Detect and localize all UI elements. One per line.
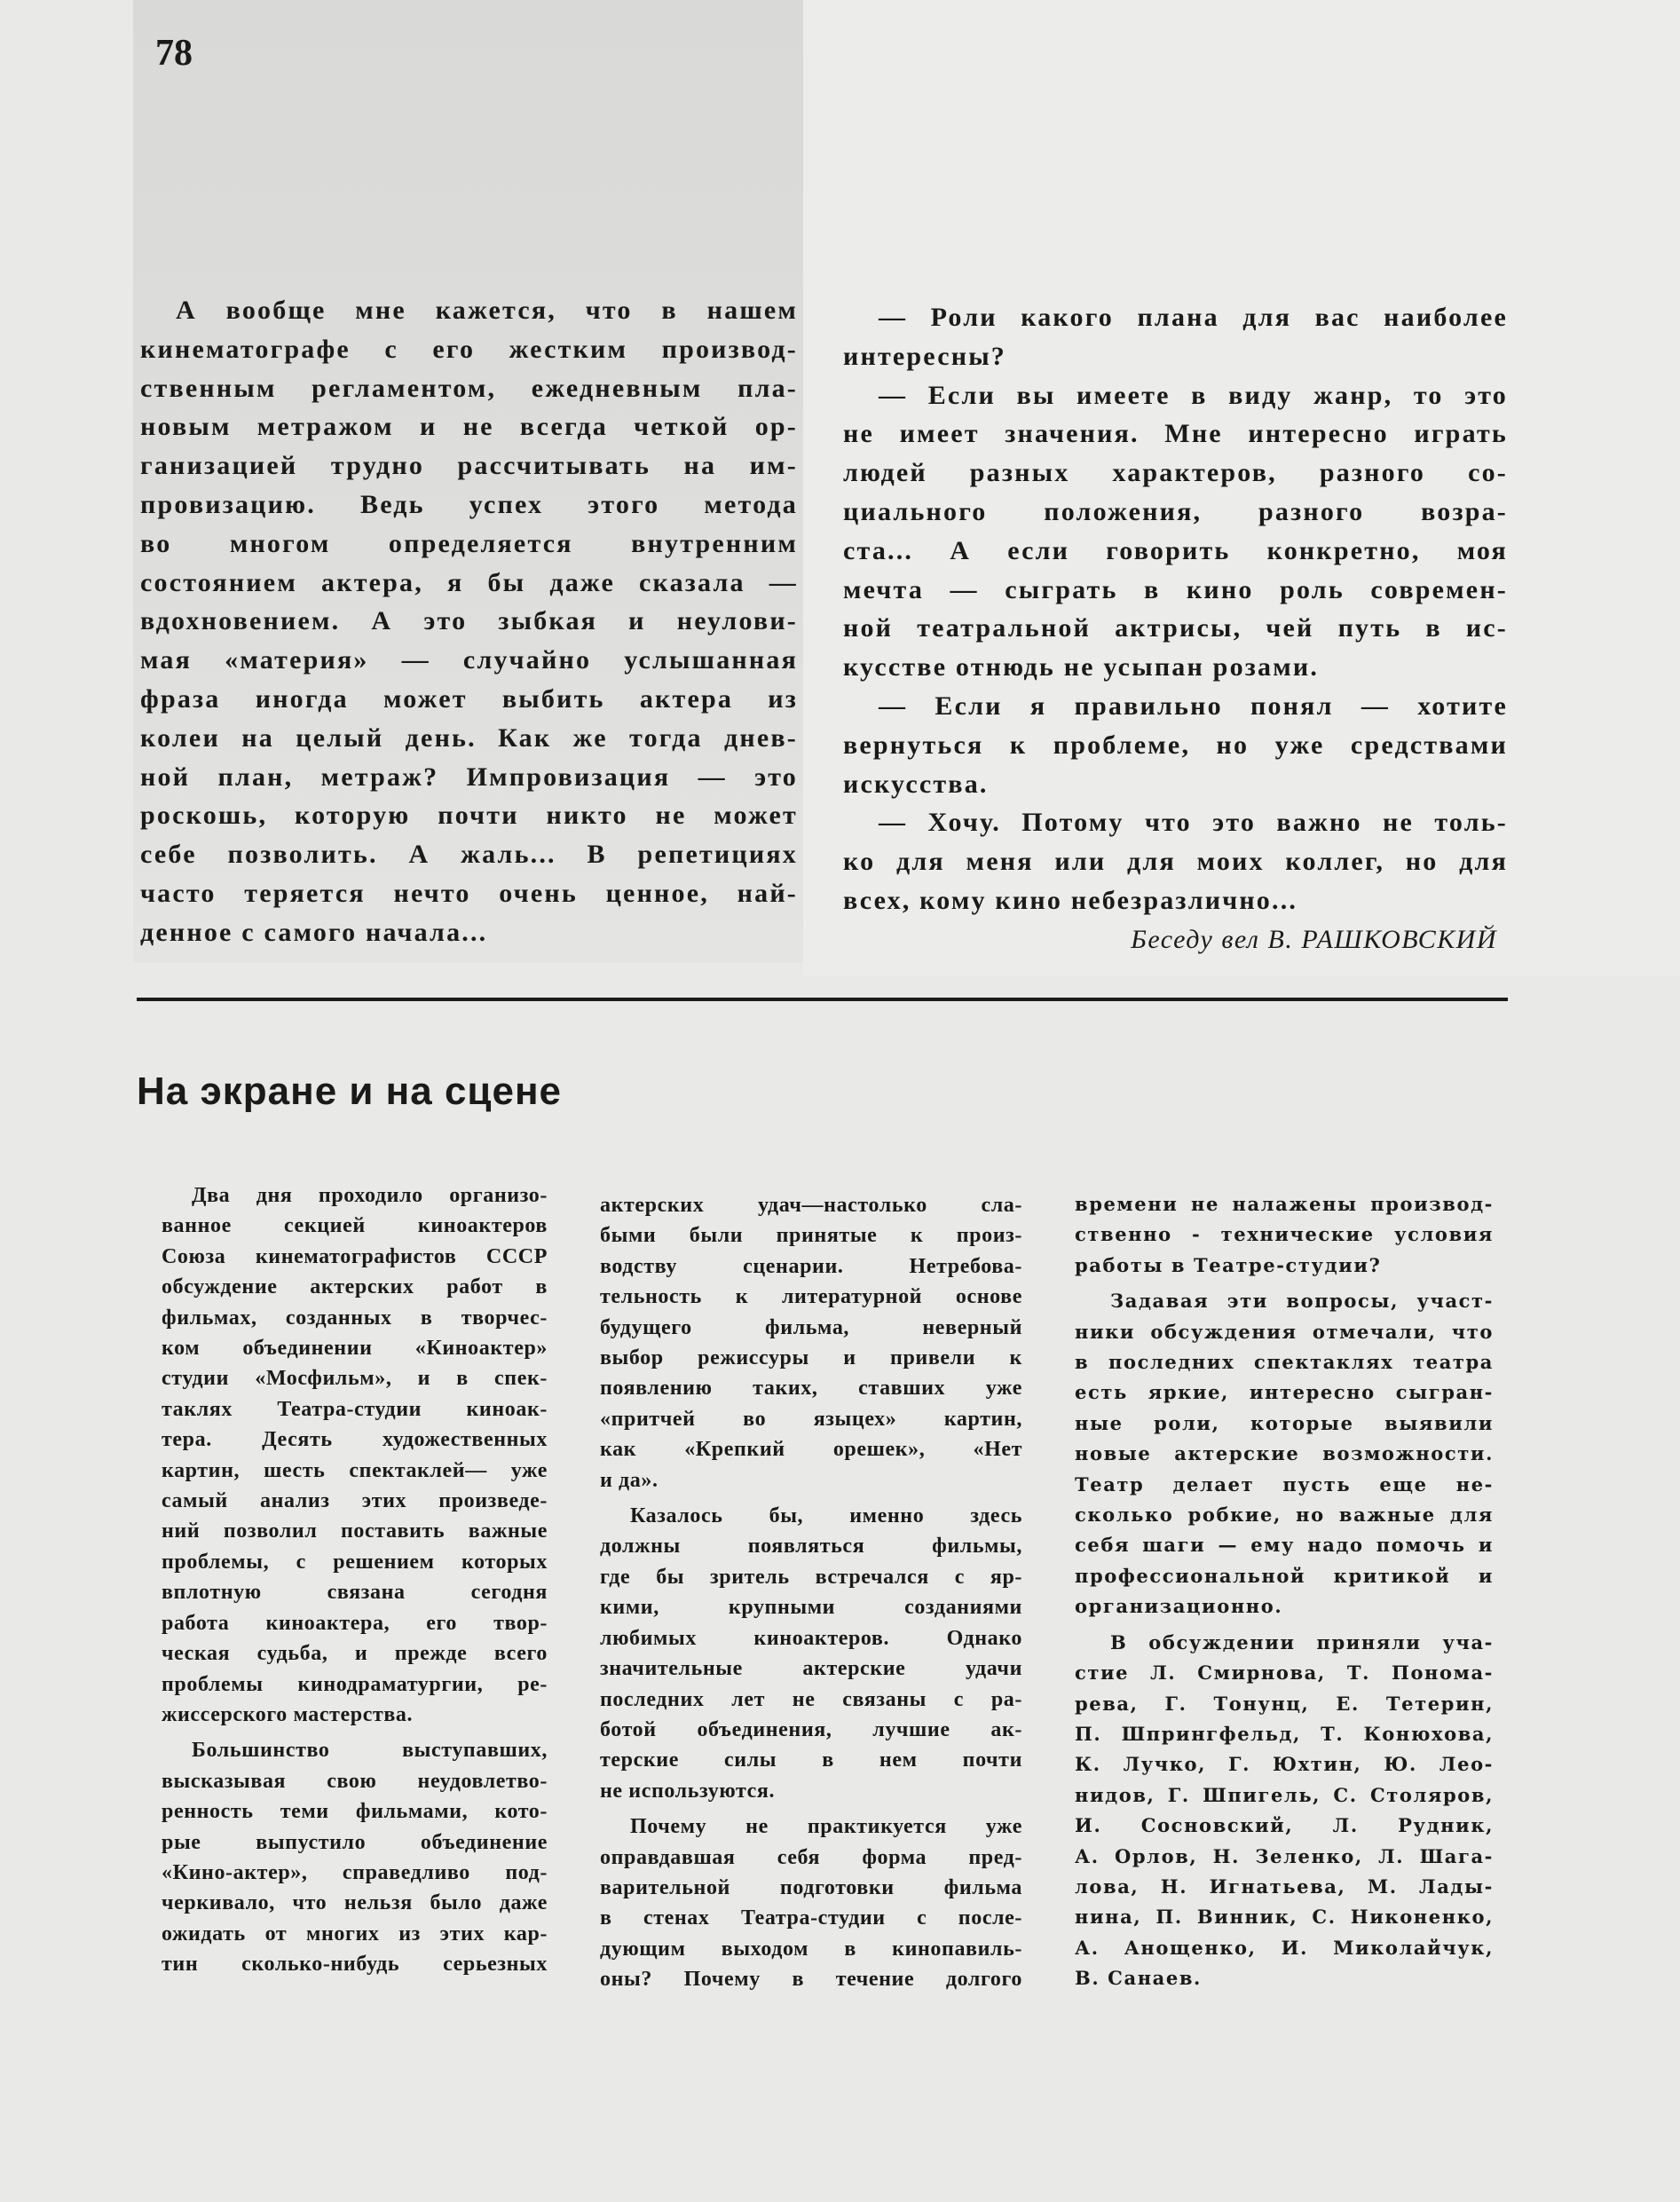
text-line: А. Орлов, Н. Зеленко, Л. Шага- <box>1075 1844 1494 1867</box>
text-line: ники обсуждения отмечали, что <box>1075 1320 1494 1343</box>
text-line: часто теряется нечто очень ценное, най- <box>140 878 798 908</box>
text-line: роскошь, которую почти никто не может <box>140 801 798 831</box>
text-line: организационно. <box>1075 1595 1283 1618</box>
text-line: как «Крепкий орешек», «Нет <box>600 1438 1022 1462</box>
text-line: ожидать от многих из этих кар- <box>162 1922 548 1945</box>
text-line: себе позволить. А жаль... В репетициях <box>140 840 798 870</box>
text-line: быми были принятые к произ- <box>600 1224 1022 1248</box>
text-line: — Хочу. Потому что это важно не толь- <box>879 808 1508 838</box>
paragraph <box>140 291 798 952</box>
text-line: ний позволил поставить важные <box>162 1519 548 1543</box>
text-line: не имеет значения. Мне интересно играть <box>843 419 1508 449</box>
text-line: Театр делает пусть еще не- <box>1075 1472 1494 1496</box>
text-line: самый анализ этих произведе- <box>162 1489 548 1513</box>
text-line: нидов, Г. Шпигель, С. Столяров, <box>1075 1783 1494 1806</box>
article-column-1 <box>162 1180 548 1980</box>
text-line: актерских удач—настолько сла- <box>600 1194 1022 1217</box>
text-line: людей разных характеров, разного со- <box>843 458 1508 488</box>
text-line: в последних спектаклях театра <box>1075 1351 1494 1374</box>
text-line: Два дня проходило организо- <box>192 1184 548 1207</box>
text-line: А. Анощенко, И. Миколайчук, <box>1075 1936 1494 1959</box>
text-line: «притчей во языцех» картин, <box>600 1407 1022 1431</box>
text-line: интересны? <box>843 341 1007 371</box>
text-line: не используются. <box>600 1779 776 1803</box>
paragraph <box>843 687 1508 803</box>
text-line: оправдавшая себя форма пред- <box>600 1845 1022 1869</box>
text-line: студии «Мосфильм», и в спек- <box>162 1367 548 1391</box>
text-line: картин, шесть спектаклей— уже <box>162 1458 548 1482</box>
text-line: работы в Театре-студии? <box>1075 1253 1382 1276</box>
text-line: П. Шпрингфельд, Т. Конюхова, <box>1075 1722 1494 1745</box>
text-line: К. Лучко, Г. Юхтин, Ю. Лео- <box>1075 1753 1494 1776</box>
page-number: 78 <box>155 33 193 74</box>
text-line: выбор режиссуры и привели к <box>600 1346 1022 1370</box>
text-line: должны появляться фильмы, <box>600 1535 1022 1559</box>
text-line: кусстве отнюдь не усыпан розами. <box>843 652 1320 683</box>
text-line: вернуться к проблеме, но уже средствами <box>843 730 1508 760</box>
text-line: вдохновением. А это зыбкая и неулови- <box>140 606 798 636</box>
text-line: — Если вы имеете в виду жанр, то это <box>879 380 1508 410</box>
article-column-3 <box>1075 1189 1494 1994</box>
text-line: ственным регламентом, ежедневным пла- <box>140 373 798 403</box>
text-line: рые выпустило объединение <box>162 1830 548 1854</box>
text-line: водству сценарии. Нетребова- <box>600 1254 1022 1278</box>
paragraph <box>843 803 1508 919</box>
text-line: Казалось бы, именно здесь <box>630 1504 1022 1528</box>
signature-block <box>843 923 1508 955</box>
text-line: сколько робкие, но важные для <box>1075 1504 1494 1527</box>
text-line: фильмах, созданных в творчес- <box>162 1306 548 1330</box>
text-line: оны? Почему в течение долгого <box>600 1968 1022 1992</box>
text-line: мая «материя» — случайно услышанная <box>140 645 798 675</box>
interview-signature: Беседу вел В. РАШКОВСКИЙ <box>1131 925 1497 954</box>
text-line: вплотную связана сегодня <box>162 1581 548 1605</box>
text-line: появлению таких, ставших уже <box>600 1377 1022 1401</box>
section-divider <box>137 998 1508 1001</box>
text-line: значительные актерские удачи <box>600 1657 1022 1681</box>
text-line: В обсуждении приняли уча- <box>1110 1630 1494 1653</box>
text-line: ботой объединения, лучшие ак- <box>600 1717 1022 1741</box>
text-line: кинематографе с его жестким производ- <box>140 334 798 364</box>
paragraph <box>1075 1628 1494 1994</box>
text-line: во многом определяется внутренним <box>140 528 798 558</box>
paragraph <box>843 376 1508 687</box>
text-line: ста... А если говорить конкретно, моя <box>843 535 1508 565</box>
text-line: обсуждение актерских работ в <box>162 1275 548 1299</box>
text-line: проблемы, с решением которых <box>162 1550 548 1574</box>
text-line: и да». <box>600 1468 659 1492</box>
interview-right-column <box>843 298 1508 920</box>
text-line: жиссерского мастерства. <box>162 1702 414 1726</box>
text-line: таклях Театра-студии киноак- <box>162 1397 548 1421</box>
text-line: И. Сосновский, Л. Рудник, <box>1075 1814 1494 1837</box>
paragraph <box>600 1190 1022 1496</box>
text-line: рева, Г. Тонунц, Е. Тетерин, <box>1075 1692 1494 1715</box>
article-column-2 <box>600 1190 1022 1995</box>
text-line: «Кино-актер», справедливо под- <box>162 1860 548 1884</box>
text-line: варительной подготовки фильма <box>600 1875 1022 1899</box>
text-line: денное с самого начала... <box>140 917 488 947</box>
text-line: ренность теми фильмами, кото- <box>162 1800 548 1824</box>
text-line: ной план, метраж? Импровизация — это <box>140 762 798 792</box>
text-line: Союза кинематографистов СССР <box>162 1244 548 1268</box>
text-line: тельность к литературной основе <box>600 1285 1022 1309</box>
paragraph <box>1075 1286 1494 1622</box>
text-line: ко для меня или для моих коллег, но для <box>843 847 1508 877</box>
paragraph <box>1075 1189 1494 1281</box>
text-line: искусства. <box>843 769 989 799</box>
text-line: себя шаги — ему надо помочь и <box>1075 1534 1494 1557</box>
text-line: терские силы в нем почти <box>600 1748 1022 1772</box>
text-line: — Роли какого плана для вас наиболее <box>879 303 1508 332</box>
text-line: мечта — сыграть в кино роль современ- <box>843 574 1508 604</box>
text-line: фраза иногда может выбить актера из <box>140 683 798 714</box>
text-line: циального положения, разного возра- <box>843 496 1508 526</box>
text-line: ные роли, которые выявили <box>1075 1411 1494 1434</box>
text-line: новым метражом и не всегда четкой ор- <box>140 412 798 442</box>
text-line: черкивало, что нельзя было даже <box>162 1891 548 1915</box>
text-line: есть яркие, интересно сыгран- <box>1075 1381 1494 1404</box>
text-line: профессиональной критикой и <box>1075 1564 1494 1587</box>
paragraph <box>843 298 1508 376</box>
paragraph <box>600 1501 1022 1806</box>
text-line: В. Санаев. <box>1075 1967 1202 1990</box>
text-line: состоянием актера, я бы даже сказала — <box>140 567 798 597</box>
text-line: где бы зритель встречался с яр- <box>600 1565 1022 1589</box>
text-line: Почему не практикуется уже <box>630 1815 1022 1839</box>
text-line: ческая судьба, и прежде всего <box>162 1642 548 1666</box>
text-line: ком объединении «Киноактер» <box>162 1337 548 1361</box>
text-line: последних лет не связаны с ра- <box>600 1687 1022 1711</box>
text-line: всех, кому кино небезразлично... <box>843 885 1298 915</box>
text-line: Большинство выступавших, <box>192 1739 548 1763</box>
text-line: проблемы кинодраматургии, ре- <box>162 1672 548 1696</box>
text-line: провизацию. Ведь успех этого метода <box>140 489 798 519</box>
text-line: новые актерские возможности. <box>1075 1442 1494 1465</box>
text-line: кими, крупными созданиями <box>600 1596 1022 1620</box>
paragraph <box>162 1735 548 1979</box>
text-line: — Если я правильно понял — хотите <box>879 691 1508 721</box>
text-line: любимых киноактеров. Однако <box>600 1626 1022 1650</box>
text-line: колеи на целый день. Как же тогда днев- <box>140 722 798 753</box>
interview-left-column <box>140 291 798 952</box>
text-line: работа киноактера, его твор- <box>162 1611 548 1635</box>
text-line: ганизацией трудно рассчитывать на им- <box>140 451 798 481</box>
text-line: времени не налажены производ- <box>1075 1193 1494 1215</box>
text-line: тин сколько-нибудь серьезных <box>162 1953 548 1977</box>
text-line: в стенах Театра-студии с после- <box>600 1906 1022 1930</box>
text-line: тера. Десять художественных <box>162 1428 548 1452</box>
paragraph <box>162 1180 548 1730</box>
text-line: нина, П. Винник, С. Никоненко, <box>1075 1906 1494 1929</box>
text-line: дующим выходом в кинопавиль- <box>600 1937 1022 1961</box>
text-line: А вообще мне кажется, что в нашем <box>176 296 798 325</box>
text-line: высказывая свою неудовлетво- <box>162 1769 548 1793</box>
text-line: лова, Н. Игнатьева, М. Лады- <box>1075 1874 1494 1898</box>
text-line: Задавая эти вопросы, участ- <box>1110 1290 1494 1313</box>
text-line: ственно - технические условия <box>1075 1223 1494 1246</box>
text-line: стие Л. Смирнова, Т. Понома- <box>1075 1661 1494 1685</box>
text-line: ванное секцией киноактеров <box>162 1214 548 1238</box>
paragraph <box>600 1811 1022 1994</box>
text-line: ной театральной актрисы, чей путь в ис- <box>843 613 1508 643</box>
article-title: На экране и на сцене <box>137 1069 562 1113</box>
text-line: будущего фильма, неверный <box>600 1315 1022 1339</box>
